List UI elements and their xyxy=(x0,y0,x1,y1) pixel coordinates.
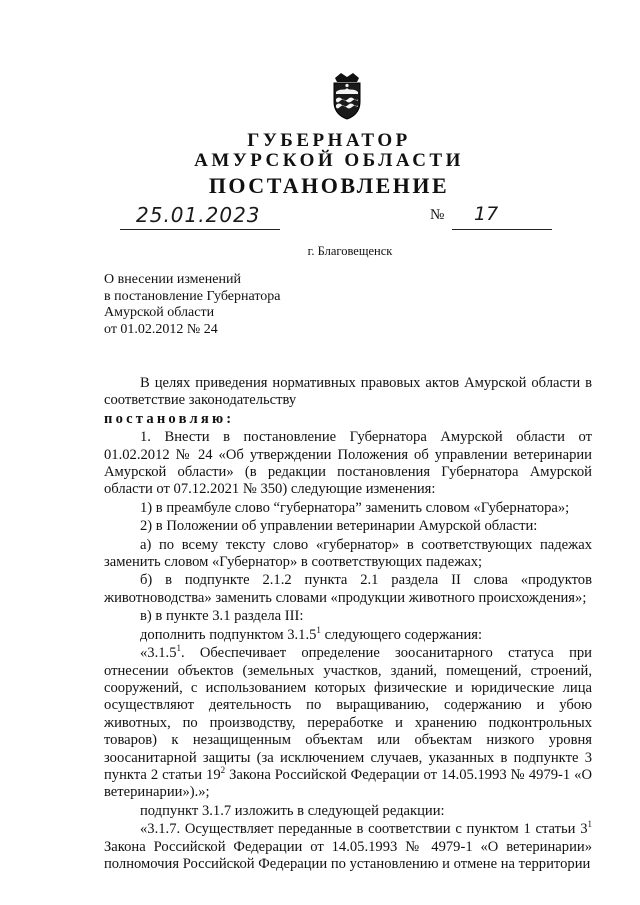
subject-line: в постановление Губернатора xyxy=(104,288,281,304)
superscript: 1 xyxy=(587,819,592,830)
text-run: следующего содержания: xyxy=(320,626,483,643)
text-run: «3.1.7. Осуществляет переданные в соответствии с пунктом 1 статьи 3 xyxy=(140,821,588,838)
paragraph-3: 2) в Положении об управлении ветеринарии Амурской области: xyxy=(140,518,538,535)
superscript: 1 xyxy=(316,624,321,635)
superscript: 1 xyxy=(176,643,181,654)
text-run: Закона Российской Федерации от 14.05.1993 № 4979-1 «О ветеринарии» полномочия Российской Федерации по установлению и отмене на территории xyxy=(104,838,592,872)
superscript: 2 xyxy=(220,765,226,776)
subject-line: О внесении изменений xyxy=(104,272,241,287)
preamble: В целях приведения нормативных правовых актов Амурской области в соответствие законодательству xyxy=(104,375,592,409)
document-subject xyxy=(104,272,281,338)
date-underline xyxy=(120,229,280,230)
paragraph-7 xyxy=(104,624,592,644)
number-label: № xyxy=(430,207,445,223)
paragraph-4: а) по всему тексту слово «губернатор» в соответствующих падежах заменить словом «Губернатор» в соответствующих падежах; xyxy=(104,536,592,571)
paragraph-1: 1. Внести в постановление Губернатора Амурской области от 01.02.2012 № 24 «Об утверждении Положения об управлении ветеринарии Амурской области» (в редакции постановления Губернатора Амурской области от 07.12.2021 № 350) следующие изменения: xyxy=(104,429,592,498)
paragraph-8 xyxy=(104,645,592,802)
text-run: . Обеспечивает определение зоосанитарного статуса при отнесении объектов (земельных участков, зданий, помещений, строений, сооружений, с использованием которых физические и юридические лица осуществляют деятельность по выращиванию, содержанию и убою животных, по производству, переработке и хранению подконтрольных товаров) к незащищенным объектам или объектам низкого уровня зоосанитарной защиты (за исключением случаев, указанных в подпункте 3 пункта 2 статьи 19 xyxy=(104,645,592,783)
paragraph-10 xyxy=(104,821,592,873)
paragraph-6: в) в пункте 3.1 раздела III: xyxy=(140,608,304,625)
decree-word: постановляю: xyxy=(104,410,235,427)
document-date: 25.01.2023 xyxy=(136,203,261,227)
text-run: Закона Российской Федерации от 14.05.1993 № 4979-1 «О ветеринарии»).»; xyxy=(104,766,592,801)
paragraph-2: 1) в преамбуле слово “губернатора” заменить словом «Губернатора»; xyxy=(140,499,570,516)
paragraph-9: подпункт 3.1.7 изложить в следующей редакции: xyxy=(140,802,445,819)
city: г. Благовещенск xyxy=(307,244,393,258)
issuer-title: ГУБЕРНАТОР xyxy=(247,130,411,151)
issuer-region: АМУРСКОЙ ОБЛАСТИ xyxy=(194,150,464,171)
subject-line: от 01.02.2012 № 24 xyxy=(104,321,218,337)
document-type: ПОСТАНОВЛЕНИЕ xyxy=(208,173,450,198)
text-run: «3.1.5 xyxy=(140,645,177,662)
paragraph-5: б) в подпункте 2.1.2 пункта 2.1 раздела II слова «продуктов животноводства» заменить словами «продукции животного происхождения»; xyxy=(104,572,592,606)
document-body xyxy=(104,375,592,874)
number-underline xyxy=(452,229,552,230)
document-number: 17 xyxy=(474,203,499,225)
subject-line: Амурской области xyxy=(104,305,215,320)
text-run: дополнить подпунктом 3.1.5 xyxy=(140,626,317,643)
amur-oblast-coat-of-arms-icon xyxy=(327,72,367,120)
